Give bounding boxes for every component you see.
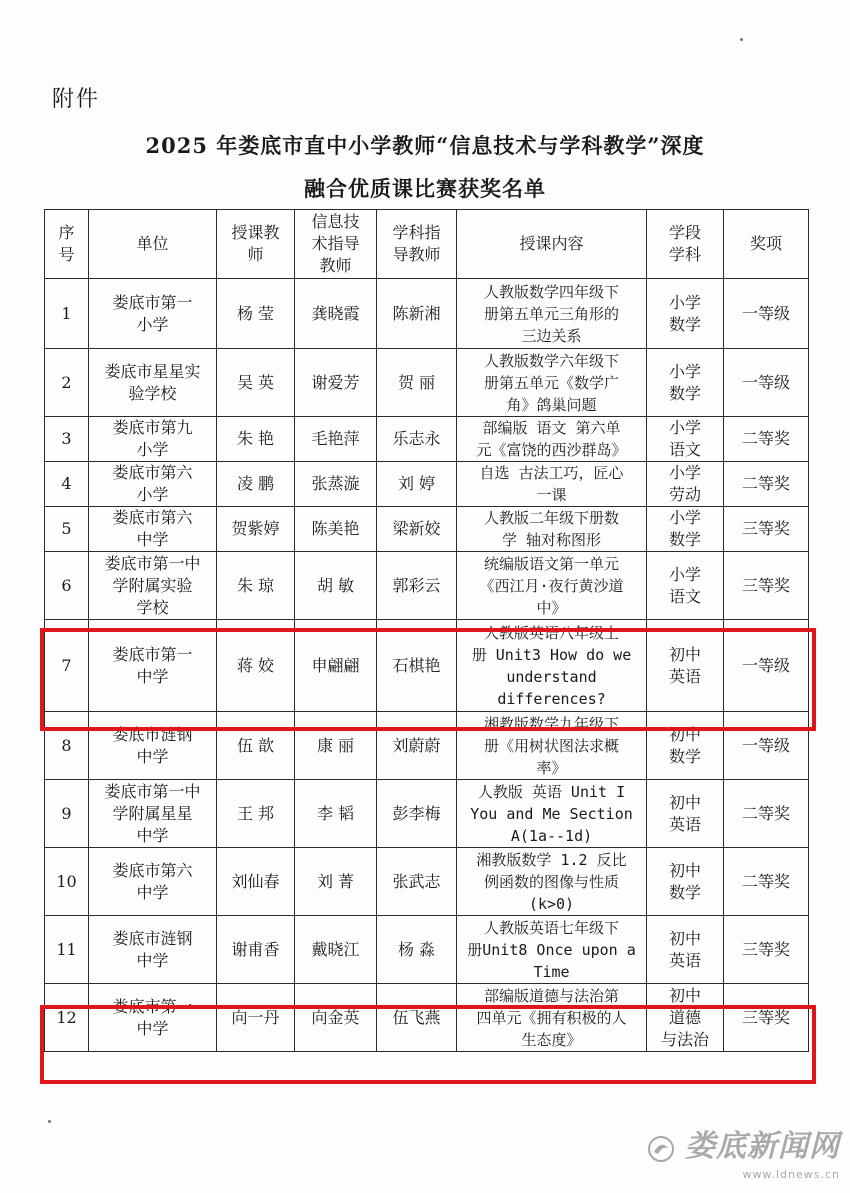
watermark [646,1121,840,1182]
header-it-mentor: 信息技 术指导 教师 [295,210,377,279]
cell-grade-subject: 初中 英语 [647,916,724,984]
cell-grade-subject: 小学 数学 [647,279,724,349]
cell-it-mentor: 陈美艳 [295,507,377,552]
cell-teacher: 向一丹 [217,984,295,1052]
cell-teacher: 王 邦 [217,780,295,848]
cell-unit: 娄底市第一 中学 [89,620,217,712]
cell-unit: 娄底市星星实 验学校 [89,349,217,417]
cell-teacher: 伍 歆 [217,712,295,780]
cell-grade-subject: 初中 道德 与法治 [647,984,724,1052]
cell-unit: 娄底市涟钢 中学 [89,712,217,780]
cell-index: 2 [45,349,89,417]
cell-award: 三等奖 [724,552,809,620]
cell-index: 1 [45,279,89,349]
cell-unit: 娄底市第一中 学附属实验 学校 [89,552,217,620]
table-row [45,279,809,349]
cell-grade-subject: 初中 英语 [647,780,724,848]
cell-teacher: 杨 莹 [217,279,295,349]
header-grade-subject: 学段 学科 [647,210,724,279]
cell-index: 6 [45,552,89,620]
cell-award: 一等级 [724,279,809,349]
table-row [45,552,809,620]
cell-subject-mentor: 刘蔚蔚 [377,712,457,780]
cell-it-mentor: 毛艳萍 [295,417,377,462]
cell-content: 部编版道德与法治第 四单元《拥有积极的人 生态度》 [457,984,647,1052]
cell-grade-subject: 小学 数学 [647,349,724,417]
cell-it-mentor: 李 韬 [295,780,377,848]
cell-award: 三等奖 [724,916,809,984]
cell-it-mentor: 向金英 [295,984,377,1052]
cell-index: 9 [45,780,89,848]
cell-index: 7 [45,620,89,712]
cell-unit: 娄底市第六 中学 [89,507,217,552]
cell-award: 三等奖 [724,507,809,552]
cell-teacher: 凌 鹏 [217,462,295,507]
cell-subject-mentor: 陈新湘 [377,279,457,349]
table-row [45,780,809,848]
cell-it-mentor: 张蒸漩 [295,462,377,507]
cell-grade-subject: 初中 数学 [647,712,724,780]
header-content: 授课内容 [457,210,647,279]
cell-unit: 娄底市涟钢 中学 [89,916,217,984]
cell-award: 二等奖 [724,462,809,507]
watermark-logo-icon [646,1134,676,1168]
cell-unit: 娄底市第六 中学 [89,848,217,916]
cell-unit: 娄底市第一 小学 [89,279,217,349]
cell-index: 4 [45,462,89,507]
cell-subject-mentor: 梁新姣 [377,507,457,552]
table-row [45,417,809,462]
attachment-label: 附件 [52,87,101,112]
cell-index: 3 [45,417,89,462]
cell-content: 人教版 英语 Unit I You and Me Section A(1a--1d) [457,780,647,848]
cell-award: 一等级 [724,620,809,712]
cell-subject-mentor: 杨 淼 [377,916,457,984]
cell-index: 8 [45,712,89,780]
cell-subject-mentor: 刘 婷 [377,462,457,507]
cell-award: 一等级 [724,349,809,417]
cell-it-mentor: 刘 菁 [295,848,377,916]
cell-subject-mentor: 石棋艳 [377,620,457,712]
cell-teacher: 贺紫婷 [217,507,295,552]
cell-subject-mentor: 乐志永 [377,417,457,462]
header-subject-mentor: 学科指 导教师 [377,210,457,279]
cell-unit: 娄底市第一中 学附属星星 中学 [89,780,217,848]
table-row [45,462,809,507]
cell-it-mentor: 申翩翩 [295,620,377,712]
cell-content: 人教版英语八年级上 册 Unit3 How do we understand differences? [457,620,647,712]
cell-award: 三等奖 [724,984,809,1052]
cell-teacher: 朱 琼 [217,552,295,620]
table-row [45,848,809,916]
scan-speck [740,38,743,41]
cell-content: 自选 古法工巧，匠心 一课 [457,462,647,507]
cell-content: 湘教版数学九年级下 册《用树状图法求概 率》 [457,712,647,780]
header-teacher: 授课教 师 [217,210,295,279]
awards-table [44,209,809,1052]
cell-grade-subject: 小学 语文 [647,552,724,620]
header-index: 序 号 [45,210,89,279]
document-title-line2: 融合优质课比赛获奖名单 [304,176,546,201]
cell-grade-subject: 小学 数学 [647,507,724,552]
cell-index: 11 [45,916,89,984]
cell-content: 统编版语文第一单元 《西江月·夜行黄沙道 中》 [457,552,647,620]
cell-content: 湘教版数学 1.2 反比 例函数的图像与性质 (k>0) [457,848,647,916]
cell-it-mentor: 龚晓霞 [295,279,377,349]
watermark-url: www.ldnews.cn [742,1168,840,1181]
cell-award: 二等奖 [724,848,809,916]
cell-content: 人教版数学六年级下 册第五单元《数学广 角》鸽巢问题 [457,349,647,417]
cell-subject-mentor: 郭彩云 [377,552,457,620]
header-unit: 单位 [89,210,217,279]
cell-it-mentor: 胡 敏 [295,552,377,620]
cell-it-mentor: 戴晓江 [295,916,377,984]
watermark-name: 娄底新闻网 [685,1128,840,1164]
cell-it-mentor: 康 丽 [295,712,377,780]
table-row [45,620,809,712]
header-award: 奖项 [724,210,809,279]
cell-content: 部编版 语文 第六单 元《富饶的西沙群岛》 [457,417,647,462]
table-row [45,712,809,780]
cell-teacher: 朱 艳 [217,417,295,462]
cell-index: 5 [45,507,89,552]
cell-subject-mentor: 彭李梅 [377,780,457,848]
cell-index: 10 [45,848,89,916]
cell-content: 人教版数学四年级下 册第五单元三角形的 三边关系 [457,279,647,349]
cell-subject-mentor: 张武志 [377,848,457,916]
cell-content: 人教版二年级下册数 学 轴对称图形 [457,507,647,552]
table-row [45,349,809,417]
cell-unit: 娄底市第一 中学 [89,984,217,1052]
table-row [45,916,809,984]
cell-award: 二等奖 [724,417,809,462]
cell-award: 二等奖 [724,780,809,848]
cell-grade-subject: 小学 劳动 [647,462,724,507]
cell-grade-subject: 初中 英语 [647,620,724,712]
cell-teacher: 刘仙春 [217,848,295,916]
cell-grade-subject: 初中 数学 [647,848,724,916]
table-header-row [45,210,809,279]
cell-teacher: 蒋 姣 [217,620,295,712]
document-title-line1: 2025 年娄底市直中小学教师“信息技术与学科教学”深度 [145,133,705,158]
cell-teacher: 吴 英 [217,349,295,417]
cell-content: 人教版英语七年级下 册Unit8 Once upon a Time [457,916,647,984]
cell-award: 一等级 [724,712,809,780]
cell-unit: 娄底市第六 小学 [89,462,217,507]
cell-subject-mentor: 伍飞燕 [377,984,457,1052]
cell-teacher: 谢甫香 [217,916,295,984]
cell-grade-subject: 小学 语文 [647,417,724,462]
cell-it-mentor: 谢爱芳 [295,349,377,417]
table-row [45,507,809,552]
cell-index: 12 [45,984,89,1052]
cell-unit: 娄底市第九 小学 [89,417,217,462]
cell-subject-mentor: 贺 丽 [377,349,457,417]
scan-speck [48,1120,51,1123]
table-row [45,984,809,1052]
